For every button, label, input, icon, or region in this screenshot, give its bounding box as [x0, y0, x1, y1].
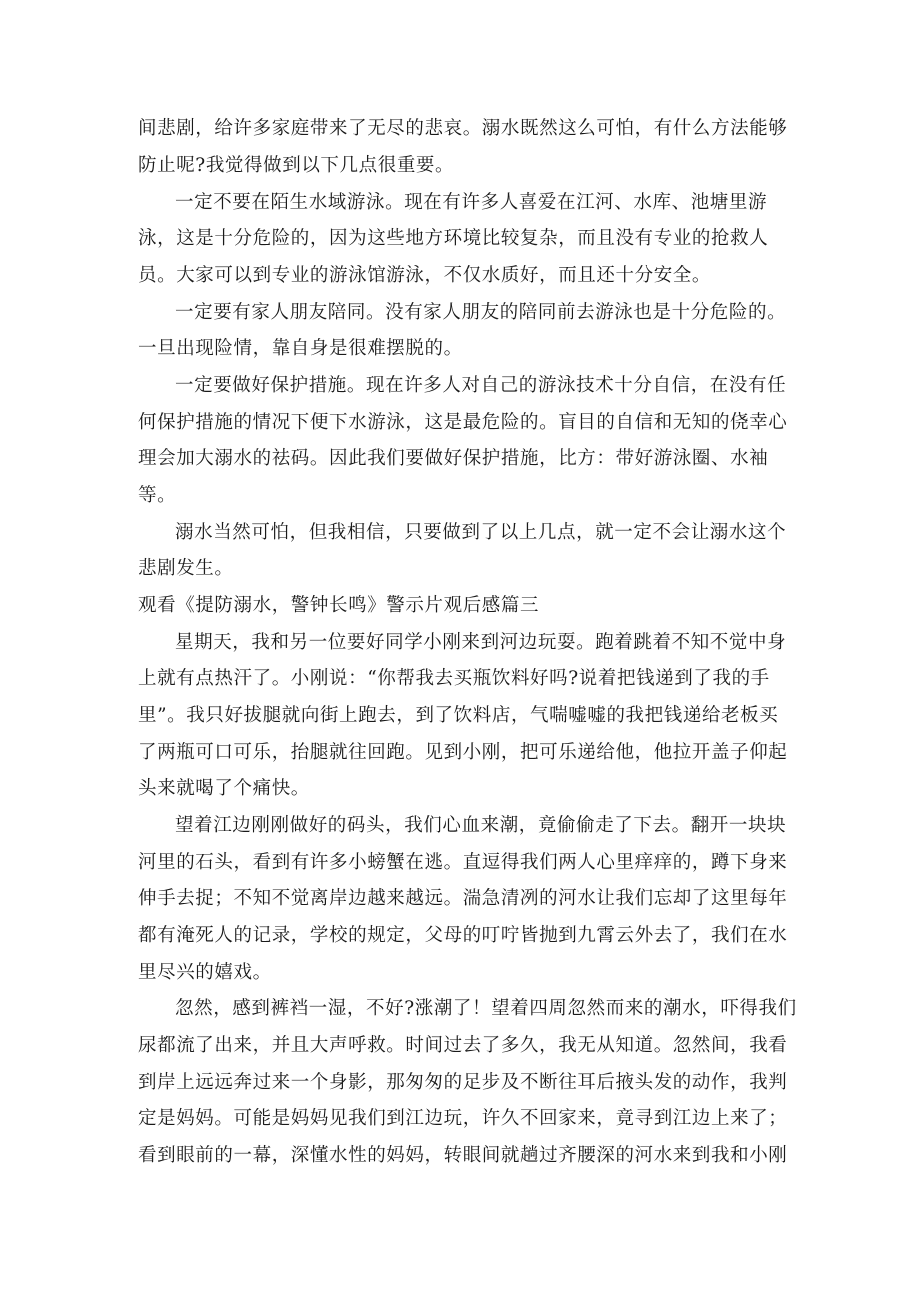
paragraph-start: 一定要有家人朋友陪同。没有家人朋友的陪同前去游泳也是十分危险的。 — [175, 302, 787, 323]
text-line: 伸手去捉；不知不觉离岸边越来越远。湍急清冽的河水让我们忘却了这里每年 — [138, 888, 788, 909]
text-line: 看到眼前的一幕，深懂水性的妈妈，转眼间就趟过齐腰深的河水来到我和小刚 — [138, 1145, 788, 1166]
text-line: 悲剧发生。 — [138, 558, 234, 579]
text-line: 何保护措施的情况下便下水游泳，这是最危险的。盲目的自信和无知的侥幸心 — [138, 412, 788, 433]
text-line: 防止呢?我觉得做到以下几点很重要。 — [138, 155, 455, 176]
text-line: 河里的石头，看到有许多小螃蟹在逃。直逗得我们两人心里痒痒的，蹲下身来 — [138, 852, 788, 873]
paragraph-start: 一定要做好保护措施。现在许多人对自己的游泳技术十分自信，在没有任 — [175, 375, 787, 396]
text-line: 了两瓶可口可乐，抬腿就往回跑。见到小刚，把可乐递给他，他拉开盖子仰起 — [138, 742, 788, 763]
text-line: 泳，这是十分危险的，因为这些地方环境比较复杂，而且没有专业的抢救人 — [138, 228, 769, 249]
text-line: 都有淹死人的记录，学校的规定，父母的叮咛皆抛到九霄云外去了，我们在水 — [138, 925, 788, 946]
text-line: 员。大家可以到专业的游泳馆游泳，不仅水质好，而且还十分安全。 — [138, 265, 712, 286]
text-line: 理会加大溺水的祛码。因此我们要做好保护措施，比方：带好游泳圈、水袖 — [138, 448, 769, 469]
section-heading: 观看《提防溺水，警钟长鸣》警示片观后感篇三 — [138, 595, 540, 616]
paragraph-start: 星期天，我和另一位要好同学小刚来到河边玩耍。跑着跳着不知不觉中身 — [175, 632, 787, 653]
text-line: 头来就喝了个痛快。 — [138, 778, 310, 799]
text-line: 里”。我只好拔腿就向街上跑去，到了饮料店，气喘嘘嘘的我把钱递给老板买 — [138, 705, 779, 726]
text-line: 定是妈妈。可能是妈妈见我们到江边玩，许久不回家来，竟寻到江边上来了； — [138, 1108, 788, 1129]
text-line: 上就有点热汗了。小刚说：“你帮我去买瓶饮料好吗?说着把钱递到了我的手 — [138, 668, 770, 689]
text-line: 尿都流了出来，并且大声呼救。时间过去了多久，我无从知道。忽然间，我看 — [138, 1035, 788, 1056]
text-line: 到岸上远远奔过来一个身影，那匆匆的足步及不断往耳后掖头发的动作，我判 — [138, 1072, 788, 1093]
paragraph-start: 望着江边刚刚做好的码头，我们心血来潮，竟偷偷走了下去。翻开一块块 — [175, 815, 787, 836]
text-line: 一旦出现险情，靠自身是很难摆脱的。 — [138, 338, 463, 359]
paragraph-start: 溺水当然可怕，但我相信，只要做到了以上几点，就一定不会让溺水这个 — [175, 522, 787, 543]
text-line: 等。 — [138, 485, 177, 506]
paragraph-start: 忽然，感到裤裆一湿，不好?涨潮了！望着四周忽然而来的潮水，吓得我们 — [175, 998, 797, 1019]
paragraph-start: 一定不要在陌生水域游泳。现在有许多人喜爱在江河、水库、池塘里游 — [175, 192, 768, 213]
text-line: 里尽兴的嬉戏。 — [138, 962, 272, 983]
text-line: 间悲剧，给许多家庭带来了无尽的悲哀。溺水既然这么可怕，有什么方法能够 — [138, 118, 788, 139]
